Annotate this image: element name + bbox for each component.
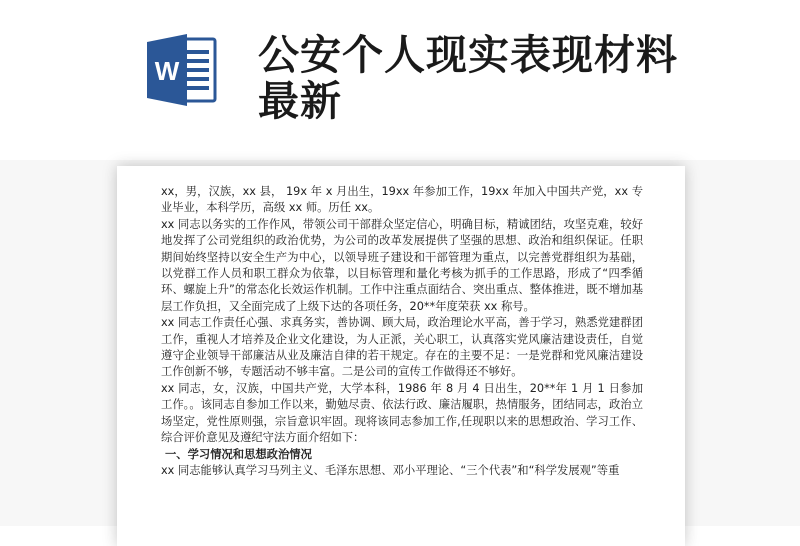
- document-content: [161, 184, 643, 479]
- paragraph-second-profile: xx 同志，女，汉族，中国共产党，大学本科，1986 年 8 月 4 日出生，20**年 1 月 1 日参加工作。。该同志自参加工作以来，勤勉尽责、依法行政、廉洁履职，热情服务，团结同志，政治立场坚定，党性原则强，宗旨意识牢固。现将该同志参加工作,任现职以来的思想政治、学习工作、综合评价意见及遵纪守法方面介绍如下：: [161, 381, 643, 445]
- document-title: 公安个人现实表现材料最新: [258, 31, 678, 125]
- section-heading: 一、学习情况和思想政治情况: [165, 447, 312, 461]
- paragraph-study: xx 同志能够认真学习马列主义、毛泽东思想、邓小平理论、“三个代表”和“科学发展观”等重: [161, 463, 620, 477]
- paragraph-work-style: xx 同志以务实的工作作风，带领公司干部群众坚定信心，明确目标，精诚团结，攻坚克难，较好地发挥了公司党组织的政治优势，为公司的改革发展提供了坚强的思想、政治和组织保证。任职期间始终坚持以安全生产为中心，以领导班子建设和干部管理为重点，以完善党群组织为基础，以党群工作人员和职工群众为依靠，以目标管理和量化考核为抓手的工作思路，形成了“四季循环、螺旋上升”的常态化长效运作机制。工作中注重点面结合、突出重点、整体推进，既不增加基层工作负担，又全面完成了上级下达的各项任务，20**年度荣获 xx 称号。: [161, 217, 643, 313]
- paragraph-profile: xx，男，汉族，xx 县， 19x 年 x 月出生，19xx 年参加工作，19xx 年加入中国共产党，xx 专业毕业，本科学历，高级 xx 师。历任 xx。: [161, 185, 643, 215]
- document-page: [117, 166, 685, 546]
- paragraph-evaluation: xx 同志工作责任心强、求真务实，善协调、顾大局，政治理论水平高，善于学习，熟悉党建群团工作，重视人才培养及企业文化建设，为人正派，关心职工，认真落实党风廉洁建设责任，自觉遵守企业领导干部廉洁从业及廉洁自律的若干规定。存在的主要不足：一是党群和党风廉洁建设工作创新不够，专题活动不够丰富。二是公司的宣传工作做得还不够好。: [161, 316, 643, 379]
- word-icon-letter: W: [154, 56, 180, 86]
- word-document-icon: [143, 30, 223, 110]
- header: [0, 0, 800, 160]
